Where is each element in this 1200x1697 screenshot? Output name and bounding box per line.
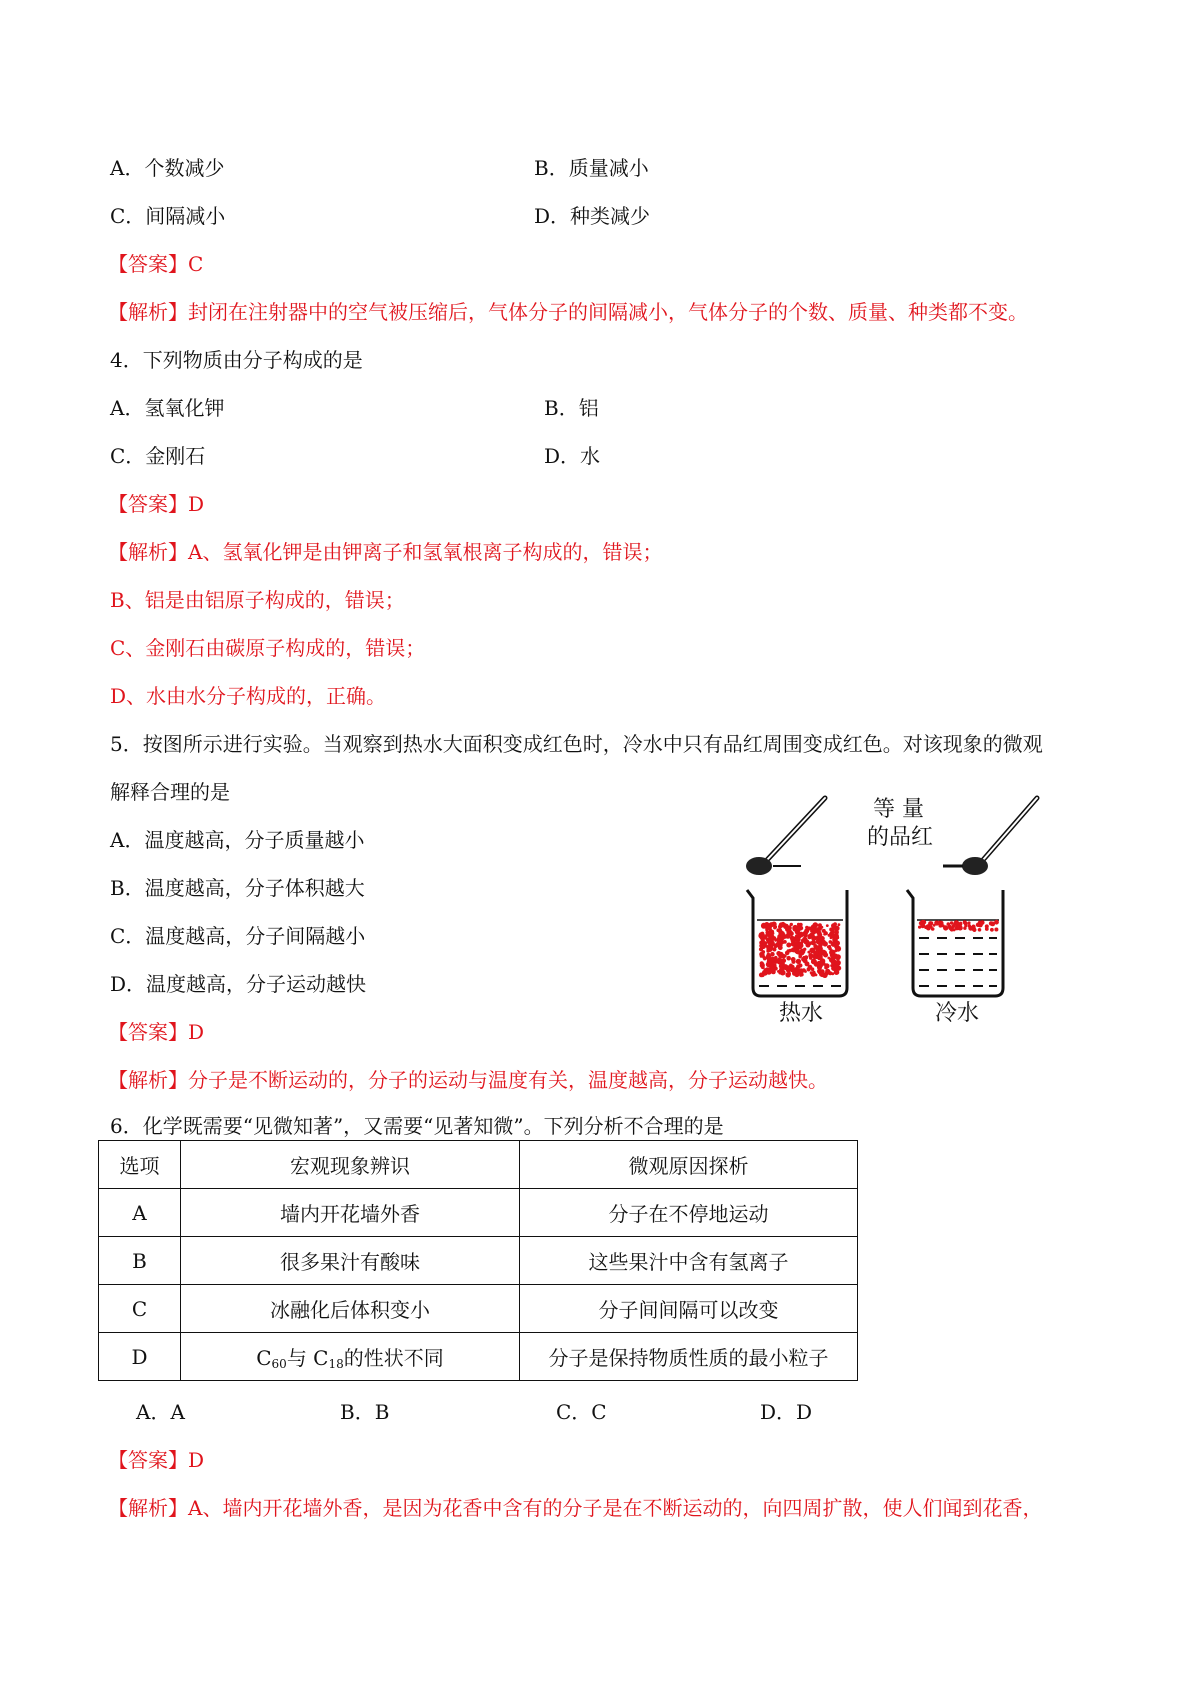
q6-stem: 6．化学既需要“见微知著”，又需要“见著知微”。下列分析不合理的是: [110, 1114, 724, 1138]
table-cell-micro: 分子是保持物质性质的最小粒子: [520, 1333, 858, 1381]
q3-option-d: D．种类减少: [534, 204, 651, 228]
dye-particle: [762, 956, 765, 959]
dye-particle: [820, 970, 823, 973]
q5-option-d: D．温度越高，分子运动越快: [110, 972, 367, 996]
dye-particle: [827, 964, 830, 967]
dye-particle: [786, 943, 791, 948]
table-header-cell: 微观原因探析: [520, 1141, 858, 1189]
dye-particle: [788, 949, 792, 953]
dye-particle: [831, 932, 835, 936]
dye-particle: [959, 922, 962, 925]
q3-option-b: B．质量减小: [534, 156, 649, 180]
figure-label-hot: 热水: [779, 1001, 824, 1026]
analysis-text: 封闭在注射器中的空气被压缩后，气体分子的间隔减小，气体分子的个数、质量、种类都不变。: [188, 300, 1028, 324]
q4-stem: 4．下列物质由分子构成的是: [110, 348, 363, 372]
dye-particle: [776, 928, 780, 932]
dye-particle: [783, 940, 787, 944]
analysis-text: A、氢氧化钾是由钾离子和氢氧根离子构成的，错误；: [188, 540, 663, 564]
q5-analysis: [108, 1066, 828, 1094]
dye-particle: [835, 967, 838, 970]
q3-option-c: C．间隔减小: [110, 204, 226, 228]
dye-particle: [813, 923, 817, 927]
dye-particle: [770, 952, 775, 957]
q4-option-c: C．金刚石: [110, 444, 206, 468]
dye-particle: [990, 928, 994, 932]
table-cell-macro: [181, 1333, 520, 1381]
dye-particle: [831, 941, 837, 947]
dye-particle: [956, 926, 959, 929]
dye-particle: [828, 945, 831, 948]
dye-particle: [774, 925, 777, 928]
dye-particle: [774, 939, 777, 942]
dye-particle: [819, 953, 822, 956]
dye-particle: [836, 947, 839, 950]
table-cell-micro: 分子在不停地运动: [520, 1189, 858, 1237]
table-cell-option: C: [99, 1285, 181, 1333]
q3-answer: [108, 250, 203, 278]
answer-tag: 【答案】: [108, 252, 188, 276]
dye-particle: [786, 929, 792, 935]
q6-table: [98, 1140, 858, 1381]
dye-particle: [939, 921, 942, 924]
dye-particle: [780, 958, 783, 961]
formula-mid: 与 C: [286, 1346, 329, 1370]
dye-particle: [943, 925, 948, 930]
dye-particle: [772, 947, 776, 951]
answer-value: C: [188, 252, 204, 276]
dye-particle: [819, 957, 822, 960]
q4-analysis-1: [108, 538, 662, 566]
analysis-tag: 【解析】: [108, 1496, 188, 1520]
dye-particle: [796, 971, 800, 975]
dye-particle: [920, 923, 925, 928]
dye-particle: [761, 965, 765, 969]
dye-particle: [968, 926, 973, 931]
figure-label-equal: 等 量: [873, 797, 924, 822]
q6-answer: [108, 1446, 204, 1474]
dye-particle: [790, 936, 795, 941]
dye-particle: [978, 928, 982, 932]
q5-option-a: A．温度越高，分子质量越小: [110, 828, 365, 852]
dye-particle: [933, 924, 936, 927]
dye-particle: [821, 940, 826, 945]
dye-particle: [802, 968, 806, 972]
dye-particle: [928, 921, 933, 926]
dye-particle: [771, 932, 774, 935]
dye-particle: [834, 930, 839, 935]
formula-tail: 的性状不同: [343, 1346, 444, 1370]
dye-particle: [796, 959, 801, 964]
answer-tag: 【答案】: [108, 1448, 188, 1472]
dye-particle: [759, 944, 763, 948]
dye-particle: [790, 923, 793, 926]
formula-sub-60: 60: [271, 1357, 287, 1371]
table-row: [99, 1333, 858, 1381]
table-cell-macro: 墙内开花墙外香: [181, 1189, 520, 1237]
figure-label-pinhong: 的品红: [867, 825, 934, 850]
dye-particle: [976, 923, 980, 927]
q4-analysis-3: C、金刚石由碳原子构成的，错误；: [110, 636, 426, 660]
dye-particle: [838, 923, 841, 926]
dye-particle: [813, 944, 817, 948]
dye-particle: [948, 927, 951, 930]
dye-particle: [765, 924, 771, 930]
dye-particle: [807, 967, 811, 971]
dye-particle: [994, 928, 998, 932]
dye-particle: [811, 959, 815, 963]
analysis-tag: 【解析】: [108, 540, 188, 564]
dye-particle: [784, 926, 787, 929]
dye-particle: [953, 922, 956, 925]
dye-particle: [761, 940, 764, 943]
dye-particle: [820, 963, 823, 966]
dye-particle: [797, 927, 801, 931]
dye-particle: [831, 950, 836, 955]
dye-particle: [810, 971, 813, 974]
dye-particle: [771, 957, 775, 961]
dye-particle: [795, 934, 799, 938]
dye-particle: [798, 932, 804, 938]
answer-value: D: [188, 1020, 205, 1044]
dye-particle: [836, 956, 841, 961]
dye-particle: [779, 922, 784, 927]
dye-particle: [797, 923, 800, 926]
dye-particle: [822, 929, 826, 933]
q4-option-a: A．氢氧化钾: [110, 396, 225, 420]
dye-particle: [799, 950, 804, 955]
answer-value: D: [188, 1448, 205, 1472]
analysis-tag: 【解析】: [108, 1068, 188, 1092]
dye-particle: [816, 939, 819, 942]
q5-stem-line2: 解释合理的是: [110, 780, 230, 804]
dye-particle: [809, 933, 815, 939]
dye-particle: [804, 938, 807, 941]
dye-particle: [797, 942, 801, 946]
dye-particle: [767, 940, 772, 945]
dye-particle: [791, 960, 795, 964]
dye-particle: [960, 926, 963, 929]
dye-particle: [761, 973, 765, 977]
table-row: [99, 1189, 858, 1237]
dye-particle: [990, 922, 995, 927]
dye-particle: [786, 956, 791, 961]
dye-particle: [827, 957, 830, 960]
dye-particle: [800, 973, 804, 977]
dye-particle: [787, 965, 791, 969]
dye-particle: [930, 926, 933, 929]
dye-particle: [778, 944, 782, 948]
dye-particle: [826, 924, 829, 927]
formula-sub-18: 18: [328, 1357, 344, 1371]
table-cell-micro: 分子间间隔可以改变: [520, 1285, 858, 1333]
dye-particle: [771, 967, 775, 971]
dye-particle: [793, 945, 797, 949]
table-cell-option: A: [99, 1189, 181, 1237]
q4-option-d: D．水: [544, 444, 601, 468]
dye-particle: [777, 940, 780, 943]
q5-option-b: B．温度越高，分子体积越大: [110, 876, 365, 900]
dye-particle: [950, 921, 953, 924]
q5-diffusion-figure: [735, 790, 1115, 1026]
q6-choice-a: A．A: [136, 1400, 185, 1424]
answer-tag: 【答案】: [108, 492, 188, 516]
analysis-text: A、墙内开花墙外香，是因为花香中含有的分子是在不断运动的，向四周扩散，使人们闻到花香，: [188, 1496, 1043, 1520]
dye-particle: [835, 960, 841, 966]
q3-analysis: [108, 298, 1028, 326]
figure-label-cold: 冷水: [935, 1001, 980, 1026]
dye-particle: [779, 935, 785, 941]
dye-particle: [968, 921, 971, 924]
table-row: [99, 1237, 858, 1285]
dye-particle: [768, 947, 773, 952]
beaker-cold-icon: [907, 890, 1003, 996]
dye-particle: [798, 938, 801, 941]
dye-particle: [822, 973, 827, 978]
table-header-row: [99, 1141, 858, 1189]
analysis-tag: 【解析】: [108, 300, 188, 324]
dye-particle: [760, 935, 766, 941]
answer-value: D: [188, 492, 205, 516]
q4-analysis-2: B、铝是由铝原子构成的，错误；: [110, 588, 405, 612]
table-header-cell: 宏观现象辨识: [181, 1141, 520, 1189]
table-cell-macro: 冰融化后体积变小: [181, 1285, 520, 1333]
dye-particle: [926, 926, 930, 930]
q6-choice-b: B．B: [340, 1400, 390, 1424]
spoon-right-icon: [962, 798, 1037, 875]
dye-particle: [779, 952, 783, 956]
dye-particle: [804, 930, 808, 934]
q4-answer: [108, 490, 204, 518]
analysis-text: 分子是不断运动的，分子的运动与温度有关，温度越高，分子运动越快。: [188, 1068, 828, 1092]
q4-option-b: B．铝: [544, 396, 599, 420]
formula-c: C: [256, 1346, 272, 1370]
dye-particle: [820, 926, 823, 929]
table-cell-option: D: [99, 1333, 181, 1381]
q5-stem-line1: 5．按图所示进行实验。当观察到热水大面积变成红色时，冷水中只有品红周围变成红色。对该现象的微观: [110, 732, 1043, 756]
dye-particle: [780, 970, 786, 976]
q4-analysis-4: D、水由水分子构成的，正确。: [110, 684, 387, 708]
table-cell-micro: 这些果汁中含有氢离子: [520, 1237, 858, 1285]
dye-particle: [831, 972, 834, 975]
dye-particle: [815, 974, 818, 977]
answer-tag: 【答案】: [108, 1020, 188, 1044]
beaker-hot-icon: [747, 890, 847, 996]
q5-option-c: C．温度越高，分子间隔越小: [110, 924, 366, 948]
q6-analysis: [108, 1494, 1042, 1522]
spoon-left-icon: [746, 798, 825, 875]
dye-particle: [809, 948, 815, 954]
q3-option-a: A．个数减少: [110, 156, 225, 180]
dye-particle: [801, 957, 806, 962]
table-cell-macro: 很多果汁有酸味: [181, 1237, 520, 1285]
dye-particle: [817, 931, 822, 936]
dye-particle: [787, 972, 791, 976]
dye-particle: [812, 954, 817, 959]
table-row: [99, 1285, 858, 1333]
dye-particle: [796, 964, 801, 969]
q6-choice-c: C．C: [556, 1400, 607, 1424]
dye-particle: [805, 961, 810, 966]
table-header-cell: 选项: [99, 1141, 181, 1189]
dye-particle: [777, 970, 780, 973]
q6-choice-d: D．D: [760, 1400, 813, 1424]
q5-answer: [108, 1018, 204, 1046]
dye-particle: [985, 924, 989, 928]
table-cell-option: B: [99, 1237, 181, 1285]
dye-particle: [807, 927, 811, 931]
dye-particle: [963, 920, 967, 924]
